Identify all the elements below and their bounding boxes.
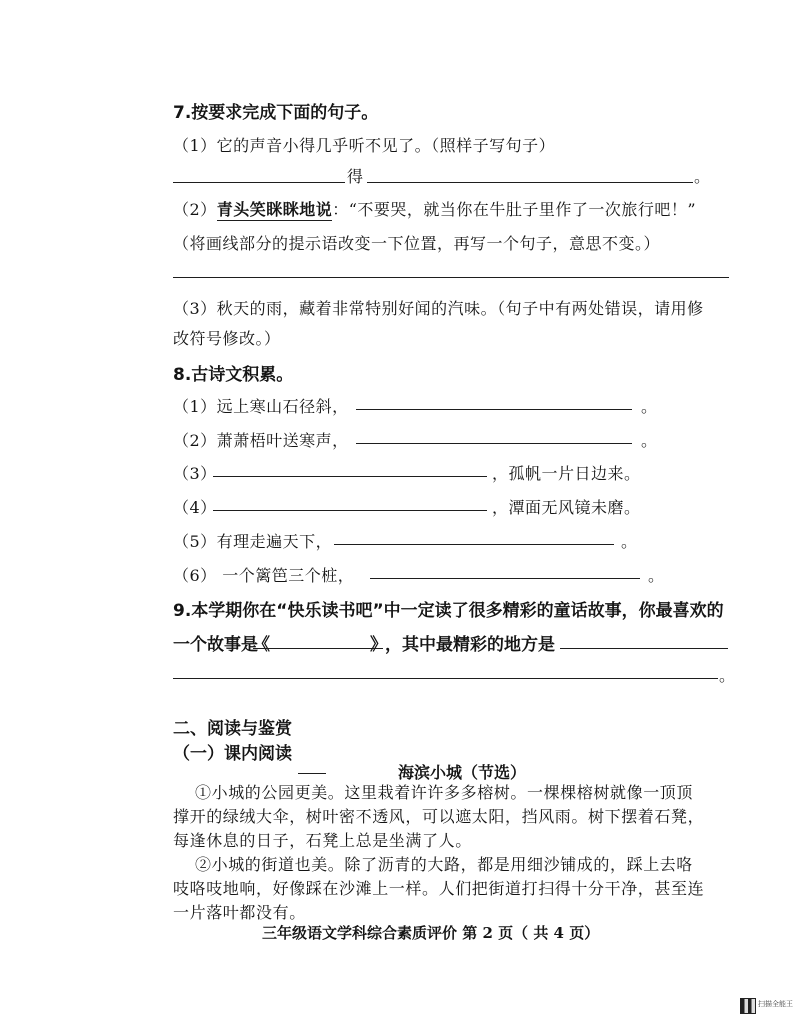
passage-p1-line3: 每逢休息的日子，石凳上总是坐满了人。 — [173, 831, 472, 850]
q7-s2-instruction: （将画线部分的提示语改变一下位置，再写一个句子，意思不变。） — [173, 234, 661, 253]
section-2-subheading: （一）课内阅读 — [173, 744, 292, 764]
answer-blank[interactable] — [213, 476, 487, 477]
question-9-line1: 9.本学期你在“快乐读书吧”中一定读了很多精彩的童话故事，你最喜欢的 — [173, 601, 724, 621]
question-9-pre: 一个故事是 — [173, 635, 258, 655]
q7-s2-underlined-prompt: 青头笑眯眯地说 — [216, 200, 333, 219]
q9-close-bracket: 》 — [370, 635, 387, 655]
poem-item-2-end: 。 — [641, 431, 658, 450]
passage-p2-line2: 吱咯吱地响，好像踩在沙滩上一样。人们把街道打扫得十分干净，甚至连 — [173, 879, 705, 898]
poem-item-1: （1）远上寒山石径斜， — [173, 397, 349, 416]
answer-blank[interactable] — [213, 510, 487, 511]
poem-item-3-label: （3） — [173, 464, 217, 483]
q7-sentence-2 — [173, 197, 696, 220]
poem-item-5: （5）有理走遍天下， — [173, 532, 333, 551]
answer-blank[interactable] — [560, 648, 728, 649]
poem-item-5-end: 。 — [621, 532, 638, 551]
answer-blank[interactable] — [370, 578, 640, 579]
q7-s3-line2: 改符号修改。） — [173, 329, 281, 348]
scan-mark — [298, 773, 326, 774]
q7-s1-end: 。 — [694, 167, 711, 186]
passage-p2-line3: 一片落叶都没有。 — [173, 903, 306, 922]
answer-blank[interactable] — [173, 182, 345, 183]
q7-sentence-1: （1）它的声音小得几乎听不见了。（照样子写句子） — [173, 136, 556, 155]
poem-item-4-label: （4） — [173, 498, 217, 517]
answer-blank[interactable] — [356, 409, 632, 410]
q7-s1-mid-char: 得 — [347, 167, 364, 186]
story-title-blank[interactable] — [253, 648, 383, 649]
q7-s2-rest: ：“不要哭，就当你在牛肚子里作了一次旅行吧！” — [332, 200, 697, 219]
passage-p2-line1: ②小城的街道也美。除了沥青的大路，都是用细沙铺成的，踩上去咯 — [195, 855, 694, 874]
q7-s2-label: （2） — [173, 200, 217, 219]
poem-item-3-line: ，孤帆一片日边来。 — [492, 464, 641, 483]
answer-line[interactable] — [173, 678, 718, 679]
passage-p1-line2: 撑开的绿绒大伞，树叶密不透风，可以遮太阳，挡风雨。树下摆着石凳， — [173, 807, 705, 826]
q9-end: 。 — [719, 666, 736, 685]
answer-blank[interactable] — [356, 443, 632, 444]
poem-item-4-line: ，潭面无风镜未磨。 — [492, 498, 641, 517]
answer-line[interactable] — [173, 277, 729, 278]
poem-item-6: （6） 一个篱笆三个桩， — [173, 566, 355, 585]
passage-title: 海滨小城（节选） — [398, 763, 527, 782]
q9-mid: ，其中最精彩的地方是 — [385, 635, 555, 655]
poem-item-6-end: 。 — [648, 566, 665, 585]
passage-p1-line1: ①小城的公园更美。这里栽着许许多多榕树。一棵棵榕树就像一顶顶 — [195, 783, 694, 802]
scanner-watermark: 扫描全能王 — [758, 1000, 793, 1008]
page-footer: 三年级语文学科综合素质评价 第 2 页（ 共 4 页） — [262, 924, 600, 942]
q9-open-bracket: 《 — [253, 635, 270, 655]
answer-blank[interactable] — [367, 182, 693, 183]
answer-blank[interactable] — [334, 544, 614, 545]
poem-item-1-end: 。 — [641, 397, 658, 416]
q7-s3-line1: （3）秋天的雨，藏着非常特别好闻的汽味。（句子中有两处错误，请用修 — [173, 299, 704, 318]
qr-code-icon — [740, 998, 756, 1014]
question-7-heading: 7.按要求完成下面的句子。 — [173, 103, 379, 123]
poem-item-2: （2）萧萧梧叶送寒声， — [173, 431, 349, 450]
question-8-heading: 8.古诗文积累。 — [173, 365, 294, 385]
section-2-heading: 二、阅读与鉴赏 — [173, 719, 292, 739]
